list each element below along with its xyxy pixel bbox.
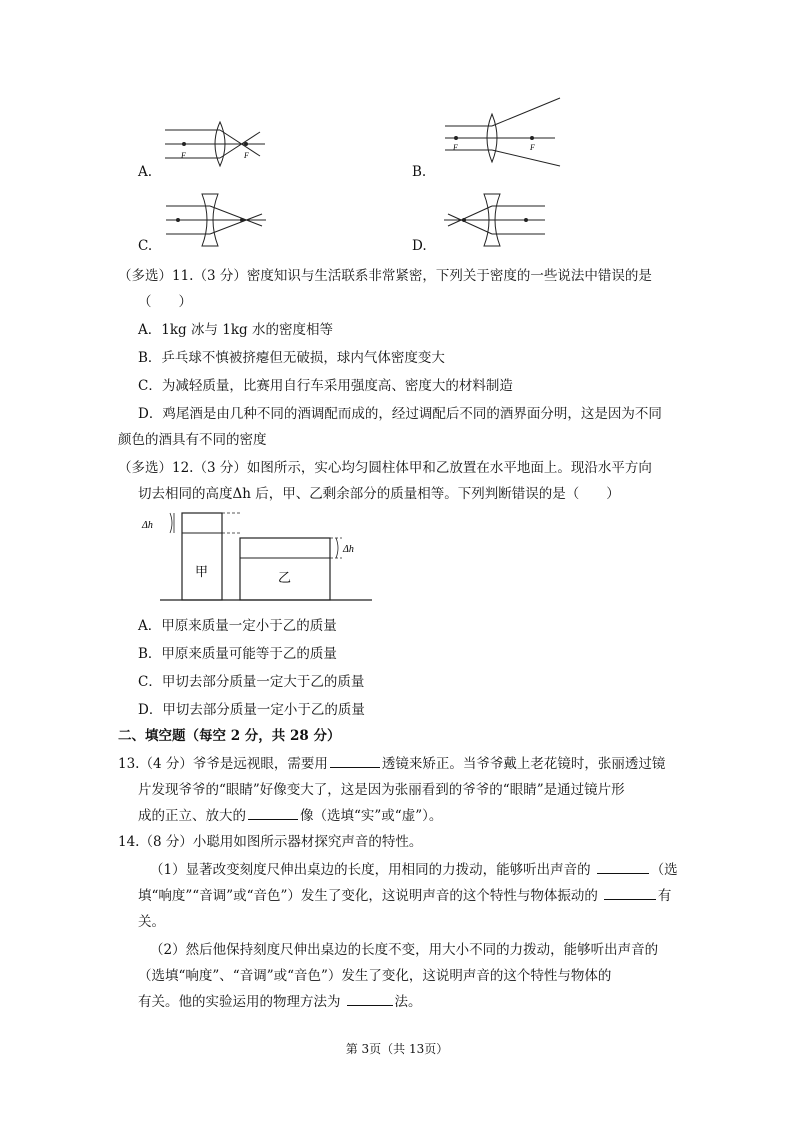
q14-line-4: 关。 [138, 914, 165, 930]
q12-option-a: A．甲原来质量一定小于乙的质量 [138, 618, 337, 634]
q14-line-2: （1）显著改变刻度尺伸出桌边的长度，用相同的力拨动，能够听出声音的 （选 [150, 862, 678, 878]
page-footer: 第 3页（共 13页） [345, 1042, 449, 1056]
svg-text:F: F [453, 143, 458, 152]
q14-blank-3[interactable] [347, 993, 393, 1006]
q11-paren: （ ） [138, 294, 192, 310]
q13-blank-2[interactable] [248, 807, 298, 820]
svg-text:F: F [530, 143, 535, 152]
q13-line-3: 成的正立、放大的 像（选填“实”或“虚”）。 [138, 808, 443, 824]
q13-line-2: 片发现爷爷的“眼睛”好像变大了，这是因为张丽看到的爷爷的“眼睛”是通过镜片形 [138, 782, 625, 798]
option-d-label: D. [412, 238, 427, 254]
q12-stem-1: （多选）12.（3 分）如图所示，实心均匀圆柱体甲和乙放置在水平地面上。现沿水平方向 [118, 460, 652, 476]
lens-diagram-b [440, 98, 560, 168]
q11-option-b: B．乒乓球不慎被挤瘪但无破损，球内气体密度变大 [138, 350, 445, 366]
q12-cylinder-figure [140, 508, 376, 604]
q14-line-3: 填“响度”“音调”或“音色”）发生了变化，这说明声音的这个特性与物体振动的 有 [138, 888, 672, 904]
q14-line-7: 有关。他的实验运用的物理方法为 法。 [138, 994, 422, 1010]
option-c-label: C. [138, 238, 153, 254]
lens-diagram-d [440, 192, 550, 248]
q14-line-6: （选填“响度”、“音调”或“音色”）发生了变化，这说明声音的这个特性与物体的 [138, 968, 612, 984]
yi-label: 乙 [278, 571, 292, 586]
option-a-label: A. [138, 164, 153, 180]
q12-stem-2: 切去相同的高度Δh 后，甲、乙剩余部分的质量相等。下列判断错误的是（ ） [138, 486, 620, 502]
q12-option-c: C．甲切去部分质量一定大于乙的质量 [138, 674, 365, 690]
jia-label: 甲 [195, 565, 209, 580]
dh-label-left: Δh [142, 520, 153, 531]
q12-option-d: D．甲切去部分质量一定小于乙的质量 [138, 702, 365, 718]
lens-diagram-c [162, 192, 272, 248]
q14-blank-1[interactable] [597, 861, 649, 874]
q13-line-1: 13.（4 分）爷爷是远视眼，需要用 透镜来矫正。当爷爷戴上老花镜时，张丽透过镜 [118, 756, 666, 772]
q13-blank-1[interactable] [330, 755, 380, 768]
section-2-title: 二、填空题（每空 2 分，共 28 分） [118, 728, 341, 744]
q11-option-a: A．1kg 冰与 1kg 水的密度相等 [138, 322, 333, 338]
q11-option-c: C．为减轻质量，比赛用自行车采用强度高、密度大的材料制造 [138, 378, 513, 394]
svg-text:F: F [244, 151, 249, 160]
q12-option-b: B．甲原来质量可能等于乙的质量 [138, 646, 337, 662]
lens-diagram-a [160, 120, 270, 168]
q14-line-5: （2）然后他保持刻度尺伸出桌边的长度不变，用大小不同的力拨动，能够听出声音的 [150, 942, 659, 958]
dh-label-right: Δh [343, 544, 354, 555]
q14-line-1: 14.（8 分）小聪用如图所示器材探究声音的特性。 [118, 834, 423, 850]
q11-option-d: D．鸡尾酒是由几种不同的酒调配而成的，经过调配后不同的酒界面分明，这是因为不同 [138, 406, 662, 422]
svg-text:F: F [181, 151, 186, 160]
option-b-label: B. [412, 164, 427, 180]
q11-stem: （多选）11.（3 分）密度知识与生活联系非常紧密，下列关于密度的一些说法中错误的是 [118, 268, 652, 284]
q11-option-d-cont: 颜色的酒具有不同的密度 [118, 432, 267, 448]
q14-blank-2[interactable] [604, 887, 656, 900]
